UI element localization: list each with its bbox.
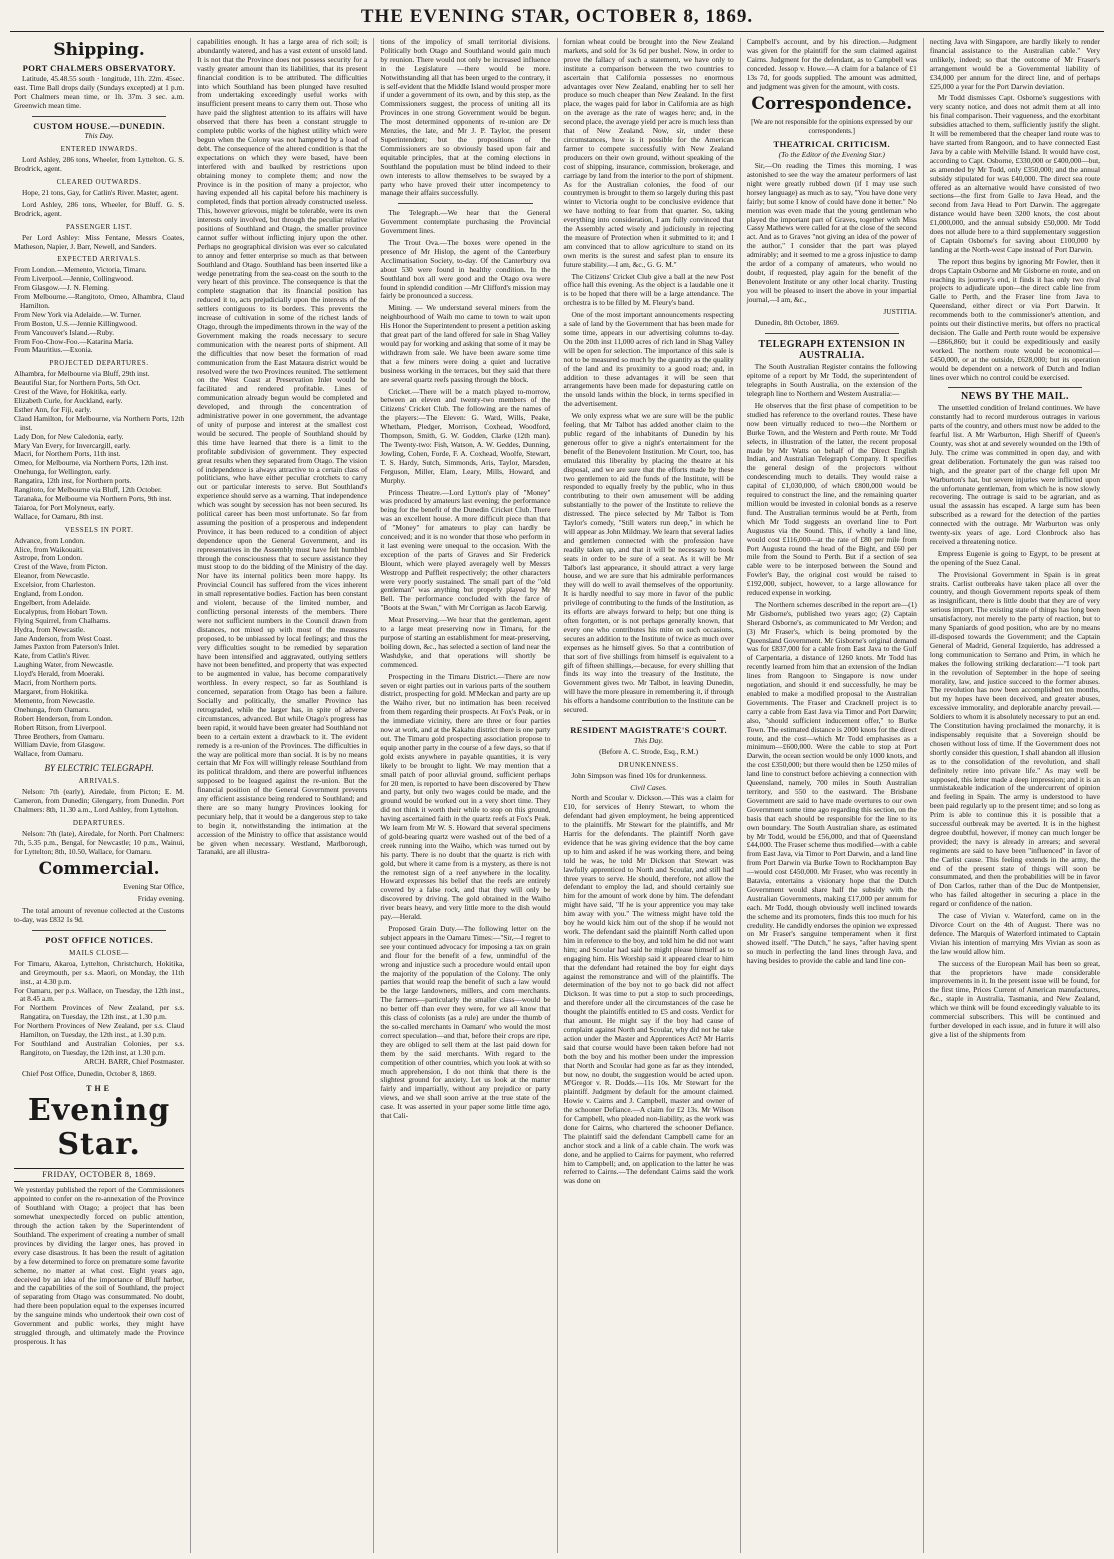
civil-cases-continued: Campbell's account, and by his direction.—Judgment was given for the plaintiff for the sum claimed against Cairns. Judgment for the defendant, as to Campbell was conceded. Jessop v. Howe.—A claim for a balance of £1 13s 7d, for goods supplied. The amount was admitted, and judgment was given for the amount, with costs. <box>746 38 917 91</box>
list-item: Macri, for Northern Ports, 11th inst. <box>14 449 121 459</box>
list-item: Claud Hamilton, for Melbourne, via Northern Ports, 12th inst. <box>14 413 185 432</box>
theatre-paragraph: Princess Theatre.—Lord Lytton's play of "Money" was produced by amateurs last evening; the performance being for the benefit of the Dunedin Cricket Club. There was an excellent house. A more difficult piece than that of "Money" for amateurs to play can hardly be conceived; and it is no wonder that those who perform in it last evening were unequal to the occasion. With the exception of the parts of Graves and Sir Frederick Blount, which were played averagely well by Messrs Westropp and Puffleit respectively; the other characters were very poorly sustained. The small part of the "old gentleman" was anything but properly played by Mr Bell. The performance concluded with the farce of "Boots at the Swan," with Mr Corrigan as Jacob Earwig. <box>380 487 551 613</box>
shipping-heading: Shipping. <box>53 40 145 60</box>
list-item: Robert Henderson, from London. <box>14 713 113 723</box>
theatrical-to-editor: (To the Editor of the Evening Star.) <box>778 150 885 160</box>
list-item: Wallace, for Oamaru, 8th inst. <box>14 511 104 521</box>
article-paragraph: The unsettled condition of Ireland continues. We have constantly had to record murderous outrages in various parts of the country, and others must now be added to the fearful list. A Mr Warburton, High Sheriff of Queen's County, was shot at and severely wounded on the 19th of July. The crime was committed in open day, and with great deliberation. Fortunately the gun was raised too high, and the greater part of the charge fell upon Mr Warburton's hat, but severe injuries were inflicted upon the unfortunate gentleman, from which he is now slowly recovering. The outrage is said to be agrarian, and as usual the assassin has escaped. A large sum has been subscribed as a reward for the detection of the parties connected with the outrage. Mr Warburton was only twenty-six years of age. Lord Clonbrock also has received a threatening notice. <box>929 403 1101 546</box>
list-item: From Boston, U.S.—Jennie Killingwood. <box>14 318 137 328</box>
cricket-paragraph: Cricket.—There will be a match played to-morrow, between an eleven and twenty-two members of the Citizens' Cricket Club. The following are the names of the players:—The Eleven: G. Ward, Wills, Peake, Whetham, Pledger, Morrison, Coxhead, Woodford, Thompson, Smith, G. W. Godden, Clarke (12th man). The Twenty-two: Fish, Watson, A. W. Geddes, Dunning, Jowling, Cohen, Forde, F. A. Coxhead, Woolfe, Stewart, T. S. Hardy, Sutch, Simmonds, Aris, Taylor, Marsden, Ferguson, Miller, Elam, Leary, Mills, Howard, and Murphy. <box>380 386 551 485</box>
entered-heading: ENTERED INWARDS. <box>60 145 138 154</box>
land-sale-paragraph: One of the most important announcements respecting a sale of land by the Government that has been made for some time, appears in our advertising columns to-day. On the 20th inst 11,000 acres of rich land in Shag Valley will be open for selection. The importance of this sale is not to be measured so much by the quantity as the quality of the land and its proximity to a good road; and, in addition to these advantages it will be seen that arrangements have been made for depasturing cattle on the unsold lands within the block, in terms specified in the advertisement. <box>563 310 734 409</box>
grain-duty-paragraph: Proposed Grain Duty.—The following letter on the subject appears in the Oamaru Times:—"Sir,—I regret to see your continued advocacy for imposing a tax on grain and flour for the benefit of a few, unmindful of the wrong and injustice such a procedure would entail upon the majority of the population of the Colony. The only parties that would reap the benefit of such a law would be the large landowners, millers, and corn merchants. The farmers—particularly the smaller class—would be no better off than ever they were, for we all know that this class of colonists (as a rule) are under the thumb of the so-called merchants in Oamaru' who would the most correct speculation—and that, before their crops are ripe, they are obliged to sell them at the last paid down for them by the said merchants. With regard to the competition of other countries, which you look at with so much apprehension, I do not think that there is the slightest ground for anxiety. Let us look at the matter fairly and impartially, without any prejudice or party views, and we shall soon arrive at the true state of the case. It was asserted in your paper some little time ago, that Cali- <box>380 924 551 1121</box>
commercial-day: Friday evening. <box>137 894 185 904</box>
list-item: Engelbert, from Adelaide. <box>14 597 91 607</box>
column-3 <box>374 38 557 1553</box>
telegraph-heading: BY ELECTRIC TELEGRAPH. <box>44 763 154 774</box>
osborne-paragraph: Mr Todd dismisses Capt. Osborne's suggestions with very scanty notice, and does not admit them at all into his final comparison. Their vagueness, and the exorbitant subsidies attached to them, sufficiently justify the slight. It will be remembered that the cheaper land route was to have started from Rangoon, and to have connected East Java by a cable with Melville Island. It would have cost, according to Capt. Osborne, £330,000 or £400,000—but, as amended by Mr Todd, only £350,000; and the annual subsidy stipulated for was £40,000. The direct sea route offered as an alternative would have consisted of two sections—the first from Galle to Java Head, and the second from Java Head to Port Darwin. The aggregate distance would have been 3200 knots, the cost about £1,000,000, and the annual subsidy £50,000. Mr Todd does not allude here to a third supplementary suggestion of Captain Osborne's for saving about £100,000 by landing at the North-west Cape instead of Port Darwin. <box>929 93 1101 254</box>
custom-house-heading: CUSTOM HOUSE.—DUNEDIN. <box>33 120 165 131</box>
list-item: For Oamaru, per p.s. Wallace, on Tuesday, the 12th inst., at 8.45 a.m. <box>14 985 185 1004</box>
paper-dateline: FRIDAY, OCTOBER 8, 1869. <box>14 1168 184 1183</box>
cleared-item: Hope, 21 tons, Gay, for Catlin's River. Master, agent. <box>22 187 179 197</box>
list-item: From Mauritius.—Exonia. <box>14 345 93 355</box>
meat-preserving-paragraph: Meat Preserving.—We hear that the gentleman, agent to a large meat preserving now in Timaru, for the purpose of starting an establishment for meat-preserving, boiling down, &c., has selected a section of land near the Washdyke, and that operations will shortly be commenced. <box>380 615 551 669</box>
list-item: Wallace, from Oamaru. <box>14 749 84 759</box>
list-item: Eleanor, from Newcastle. <box>14 571 90 581</box>
projected-heading: PROJECTED DEPARTURES. <box>49 359 149 368</box>
list-item: From Glasgow.—J. N. Fleming. <box>14 283 109 293</box>
leader-article: We yesterday published the report of the Commissioners appointed to confer on the re-annexation of the Province of Southland with Otago; a project that has been somewhat unexpectedly forced on public attention, through the action taken by the Superintendent of Southland. The experiment of creating a number of small provinces by dividing the larger ones, has proved in every case disastrous. It has been the result of agitation by a few determined to force on premature some favorite scheme, no matter at what cost. Eight years ago, deceived by an idea of the importance of Bluff harbor, and the capabilities of the soil of Southland, the project of separating from Otago was consummated. No doubt, had there been population equal to the expenses incurred by the sanguine minds who undertook their own cost of Government and public works, they might have struggled through, and ultimately made the Province prosperous. It has <box>14 1185 185 1346</box>
telegraph-extension-continued: necting Java with Singapore, are hardly likely to render financial assistance to the Australian cable." Very unlikely, indeed; so that the outcome of Mr Fraser's arrangement would be a Governmental liability of £34,000 per annum for the direct line, and of perhaps £25,000 a year for the Port Darwin deviation. <box>929 38 1101 91</box>
list-item: Margaret, from Hokitika. <box>14 687 89 696</box>
paper-title-block <box>14 1085 184 1162</box>
expected-list <box>14 266 184 355</box>
court-heading: RESIDENT MAGISTRATE'S COURT. <box>570 724 727 735</box>
trout-ova-paragraph: The Trout Ova.—The boxes were opened in the presence of Mr Hislop, the agent of the Canterbury Acclimatisation Society, to-day. Of the Canterbury ova about 530 were found in healthy condition. In the Southland box all were good and the Otago ova were found in splendid condition —Mr Clifford's mission may fairly be pronounced a success. <box>380 238 551 301</box>
list-item: From Liverpool.—Jennie, Collingwood. <box>14 274 134 284</box>
prospecting-paragraph: Prospecting in the Timaru District.—There are now seven or eight parties out in various parts of the southern district, prospecting for gold. M'Meckan and party are up the Waiho river, but no intimation has been received from them regarding their prospects. At Fox's Peak, or in the immediate vicinity, there are three or four parties now at work, and at the Kakahu district there is one party out. The Timaru gold prospecting association propose to equip another party in the course of a few days, so that if gold exists anywhere in payable quantities, it is very likely to be brought to light. We may mention that a small patch of poor alluvial ground, sufficient perhaps for 20 men, is reported to have been discovered by Thew and party, but only two wages could be made, and the ground would be worked out in a very short time. They did not think it worth their while to stop on this ground, having ascertained faith in the quartz reefs at Fox's Peak. We learn from Mr W. S. Howard that several specimens of gold-bearing quartz were washed out of the bed of a creek running into the Waiho, which was turned out by his party. There is no doubt that the quartz is rich with gold, but where it came from is a mystery, as there is not the remotest sign of a reef anywhere in the locality. Howard expresses his belief that the reefs are entirely covered by a false rock, and that they will only be discovered by driving. The gold obtained in the Waiho river bears heavy, and very little more to the dish would pay.—Herald. <box>380 671 551 922</box>
list-item: For Timaru, Akaroa, Lyttelton, Christchurch, Hokitika, and Greymouth, per s.s. Maori, on Monday, the 11th inst., at 4.30 p.m. <box>14 958 185 986</box>
passenger-text: Per Lord Ashley: Miss Fentane, Messrs Coates, Matheson, Napier, J. Barr, Newell, and Sanders. <box>14 232 185 251</box>
departures-heading: DEPARTURES. <box>72 818 126 827</box>
news-by-mail-heading: NEWS BY THE MAIL. <box>960 391 1069 403</box>
column-5 <box>741 38 924 1553</box>
list-item: Flying Squirrel, from Chalhams. <box>14 615 111 625</box>
list-item: Macri, from Northern ports. <box>14 678 97 688</box>
theatrical-signature: JUSTITIA. <box>883 306 917 316</box>
arrivals-heading: ARRIVALS. <box>78 777 120 786</box>
post-office-heading: POST OFFICE NOTICES. <box>45 935 154 946</box>
departures-text: Nelson: 7th (late), Airedale, for North. Port Chalmers: 7th, 5.35 p.m., Bengal, for Newcastle; 10 p.m., Wainui, for Lyttelton; 8th, 10.50, Wallace, for Oamaru. <box>14 828 185 856</box>
masthead: THE EVENING STAR, OCTOBER 8, 1869. <box>10 6 1104 32</box>
list-item: Beautiful Star, for Northern Ports, 5th Oct. <box>14 378 141 388</box>
list-item: Crest of the Wave, for Hokitika, early. <box>14 387 127 397</box>
list-item: Rangitoto, for Melbourne via Bluff, 12th October. <box>14 485 162 495</box>
list-item: Alhambra, for Melbourne via Bluff, 29th inst. <box>14 369 150 379</box>
list-item: For Northern Provinces of New Zealand, per s.s. Claud Hamilton, on Tuesday, the 12th inst., at 1.30 p.m. <box>14 1021 185 1040</box>
column-4 <box>558 38 741 1553</box>
list-item: Hydra, from Newcastle. <box>14 624 86 634</box>
leader-continued: capabilities enough. It has a large area of rich soil; is abundantly watered, and has a vast extent of unsold land. It is not that the Province does not possess security for a vastly greater amount than its liabilities, that its present financial condition is to be attributed. The difficulties into which Southland has been plunged have resulted from undertaking exceedingly useful works with insufficient present means to carry them out. Those who have paid the slightest attention to its affairs will have observed that there has been a constant struggle to complete public works of the highest utility which were begun when the Colony was not hampered by a load of debt. The consequence of the altered condition is that the expectations on which they were based, have been interfered with and baulked by restrictions upon obtaining money to complete them; and now the Province is in the position of many a projector, who having expended all his capital before his machinery is completed, finds that portion already constructed useless. This, however grievous, might be tolerable, were its own interests only involved, but through the peculiar relative positions of Southland and Otago, the smaller province cannot suffer without inflicting injury upon the other. Perhaps no geographical division was ever so calculated to annoy and fetter enterprise so much as that between Southland and Otago. Southland has been inserted like a wedge penetrating from the sea-coast on the south to the very heart of this province. The consequence is that the complete stagnation that its financial position has reduced it to, acts prejudicially upon the interests of the settlers contiguous to its borders. This prevents the increase of cultivation in some of the richest lands of Otago, through the impediments thrown in the way of the Government making the roads necessary to secure communication with the nearest ports of shipment. All the difficulties that now beset the formation of road communication from the East Mataura district would be resolved were the two Provinces reunited. The settlement on the West Coast at Preservation Inlet would be facilitated and rendered profitable. Lines of communication already begun would be completed and developed, and through the concentration of administrative power in one government, the advantage of unity of purpose and interest at the smallest cost would be secured. The people of Southland should by this time have learned that there is a limit to the profitable subdivision of government. They expected great results when they separated from Otago. The vision of independence is always attractive to a certain class of politicians, who have either peculiar crotchets to carry out or particular interests to serve. But Southland's experience should serve as a warning. That independence which was sought by secession has not been secured. Its political career has been most unfortunate. So far from assuming the position of a prosperous and independent Province, it has been reduced to a condition of abject dependence upon the General Government, and its representatives in the Assembly must have felt humbled through the consciousness that to secure assistance they must stoop to do the bidding of the Ministry of the day. Nor have its internal politics been more happy. Its Provincial Council has suffered from the vices inherent in small representative bodies. Faction has been constant and violent, because of the limited number, and conflicting personal interests of the members. There were not sufficient numbers in the Council drawn from distances, not mixed up with most of the measures proposed, to be unbiassed by local feelings; and thus the very difficulties sought to be remedied by separation have been intensified and aggravated, outlying settlers have not been benefitted, and property that was expected to be augmented in value, has become comparatively worthless. In every respect, so far as Southland is concerned, separation from Otago has been a failure. Socially and politically, the smaller Province has retrograded, while the larger has, in spite of adverse circumstances, advanced. But while Otago's progress has been rapid, it would have been greater had Southland not been to a certain extent a drawback to it. The evident remedy is a re-union of the Provinces. The difficulties in the way are political more than social. It is by no means certain that Mr Fox will willingly release Southland from its political thraldom, and there are powerful influences supposed to be leagued against the re-union. But the financial position of the General Government prevents any efficient assistance being rendered to Southland; and there are so many hungry Provinces looking for pecuniary help, that it would be a dangerous step to take to begin it, notwithstanding the intimation at the accession of the Ministry to office that assistance would be given when necessary. Westland, Marlborough, Taranaki, are all illustra- <box>197 38 368 857</box>
civil-cases-heading: Civil Cases. <box>630 782 667 792</box>
vessels-list <box>14 537 184 760</box>
commercial-heading: Commercial. <box>38 859 160 880</box>
article-paragraph: He observes that the first phase of competition to be studied has reference to the overland routes. These have now been virtually reduced to two—the Northern or Burke Town, and the Western and Perth route. Mr Todd selects, in illustration of the latter, the recent proposal made by Mr Watts on behalf of the Direct English Indian, and Australian Telegraph Company. It specifies the general design of the projectors without condescending much to details. They would raise a capital of £1,030,000, of which £800,000 would be required to construct the line, and the remaining quarter million would be invested in colonial bonds as a reserve fund. The Australian terminus would be at Perth, from which Mr Todd suggests an overland line to Port Augustus via the Sound. This, if wholly a land line, would cost £116,000—at the rate of £80 per mile from Port Augusta round the head of the Bight, and £60 per mile from the Sound to Perth. But if a section of sea cable were to be interposed between the Sound and Fowler's Bay, the original cost would be raised to £192,000, subject, however, to a large allowance for reduced expense in working. <box>746 401 917 598</box>
article-paragraph: The South Australian Register contains the following epitome of a report by Mr Todd, the superintendent of telegraphs in South Australia, on the extension of the telegraph line to Northern and Western Australia:— <box>746 362 917 399</box>
divider <box>765 333 899 334</box>
theatrical-heading: THEATRICAL CRITICISM. <box>773 139 891 150</box>
article-paragraph: The Provisional Government in Spain is in great straits. Carlist outbreaks have taken place all over the country, and though Government reports speak of them as insignificant, there is little doubt that they are of very serious import. The existing state of things has long been unsatisfactory, not merely to the party of reaction, but to many Spaniards of good position, who are by no means ill-disposed towards the Government; and the Captain General of Madrid, General Izquierdo, has addressed a long communication to Serrano and Prim, in which he makes the following striking declaration:—"I took part in the revolution of September in the hope of seeing morality, law, and justice succeed to the former abuses. The revolution has now been accomplished ten months, but my hopes have been deceived, and greater abuses, excessive immorality, and deplorable anarchy prevail.—Soldiers to whom it is absolutely necessary to put an end. The Constitution having proclaimed the monarchy, it is indispensably requisite that a Sovereign should be chosen without loss of time. If the Government does not shortly consider this question, I shall abandon all illusion as to the consolidation of the revolution, and shall definitely retire into private life." As may well be supposed, this letter made a deep impression; and it is an unmistakeable indication of the undercurrent of opinion and feeling in Spain. The army is understood to have been paid regularly up to the present time; and so long as Prim is able to continue this it is possible that a successful outbreak may be averted. It is in the highest degree doubtful, however, if money can much longer be provided; the navy is already in arrears; and several regiments are said to have been "influenced" in favor of the Carlist cause. This feeling extends in the army, the end of the present state of things will soon be consummated, and then the probabilities will be in favor of Don Carlos, rather than of the Duc de Montpensier, who has failed altogether in securing a place in the regard or confidence of the nation. <box>929 569 1101 909</box>
mails-list <box>14 960 184 1058</box>
article-paragraph: The Northern schemes described in the report are—(1) Mr Gisborne's, published two years ago; (2) Captain Sherard Osborne's, as communicated to Mr Verdon; and (3) Mr Fraser's, which is being promoted by the Queensland Government. Mr Gisborne's original demand was for £837,000 for a cable from East Java to the Gulf of Carpentaria, a distance of 1260 knots. Mr Todd has recently learned from him that an extension of the Indian lines from Rangoon to Singapore is now under negotiation, and should it end successfully, he may be enabled to make a modified proposal to the Australian Governments. The Fraser and Cracknell project is to carry a cable from East Java via Timor and Port Darwin; also, "should sufficient inducement offer," to Burke Town. The estimated distance is 2000 knots for the direct route, and the cost—which Mr Todd emphasises as a minimum—£600,000. Were the cable to stop at Port Darwin, the ocean section would be only 1000 knots, and the cost £350,000; but there would then be 1250 miles of land line to construct before achieving a connection with Queensland, namely, 700 miles in South Australian territory, and 550 to the eastward. The Brisbane Government are said to have made overtures to our own Government some time ago regarding this section, on the basis that each should be responsible for the line to its own boundary. The South Australian share, as estimated by Mr Todd, would be £56,000, and that of Queensland £44,000. The Fraser scheme thus modified—with a cable from East Java, via Timor to Port Darwin, and a land line from Port Darwin via Burke Town to Rockhampton Bay—would cost £450,000. Mr Fraser, who was recently in Batavia, entertains a visionary hope that the Dutch Government would share half the subsidy with the Australian Governments, making £17,000 per annum for each. Mr Todd, though obviously well inclined towards the scheme and its promoters, finds this too much for his credulity. He candidly endorses the opinion we expressed on Mr Fraser's sanguine temperament when it first showed itself. "The Dutch," he says, "after having spent so much in perfecting the land lines through Java, and having besides to provide the cable and land line con- <box>746 599 917 966</box>
civil-cases-text: North and Scoular v. Dickson.—This was a claim for £10, for services of Henry Stewart, to whom the defendant had given employment, he being apprenticed to the plaintiffs. Mr Stewart for the plaintiffs, and Mr Harris for the defendants. The plaintiff North gave evidence that he was giving evidence that the boy came up to him and asked if he was working there, and being told he was, he told Mr Dickson that Stewart was lawfully apprenticed to North and Scoular, and still had three years to serve. He should, therefore, not allow the defendant to employ the lad, and should certainly sue him for the amount of work done by him. The defendant might have said, "If he is your apprentice you may take him away with you." The witness might have told the boy he would kick him out of the shop if he would not work. The defendant said the plaintiff North called upon him in reference to the boy, and told him he did not want him; and Scoular had said he might please himself as to engaging him. His Worship said it appeared clear to him that the defendant had retained the boy for eight days against the remonstrance and will of the plaintiffs. The determination of the boy not to go back did not affect Dickson. It was time to put a stop to such proceedings, and therefore under all the circumstances of the case he thought the plaintiffs entitled to £5 and costs. Verdict for that amount. He might say if the boy had cause of complaint against North and Scoular, why did not he take action under the Master and Apprentices Act? Mr Harris said that course would have been taken before had not both the boy and his mother been under the impression that North and Scoular had gone as far as they intended, but now, no doubt, the suggestion would be acted upon. M'Gregor v. R. Dodds.—11s 10s. Mr Stewart for the plaintiff. Judgment by default for the amount claimed. Howie v. Cairns and J. Campbell, master and owner of the schooner Defiance.—A claim for £2 13s. Mr Wilson for Campbell, who pleaded non-liability, as the work was done for Cairns, who chartered the schooner Defiance. The plaintiff said the defendant Campbell came for an anchor stock and a link of a cable chain. The work was done, and he applied to Cairns for payment, who referred him to Campbell; and, on application to the latter he was referred to Cairns.—The defendant Cairns said the work was done on <box>563 793 734 1186</box>
commercial-office: Evening Star Office, <box>123 882 185 892</box>
list-item: Robert Ritson, from Liverpool. <box>14 722 107 732</box>
mails-close-heading: MAILS CLOSE— <box>69 948 130 957</box>
list-item: Memento, from Newcastle. <box>14 695 95 705</box>
cleared-heading: CLEARED OUTWARDS. <box>56 178 142 187</box>
benefit-paragraph: We only express what we are sure will be the public feeling, that Mr Talbot has added another claim to the public regard of the inhabitants of Dunedin by his generous offer to give a night's entertainment for the benefit of the Benevolent Institution. Mr Court, too, has emulated this liberality by placing the theatre at his disposal, and we are sure that the efforts made by these two gentlemen to aid the funds of the Institute, will be responded to equally freely by the public, who in thus contributing to their own amusement will be adding substantially to the power of the Institute to relieve the distressed. The piece selected by Mr Talbot is Tom Taylor's comedy, "Still waters run deep," in which he will appear as John Mildmay. We learn that several ladies and gentlemen connected with the profession have readily taken up, and that it will be necessary to book seats in order to be sure of a seat. As it will be Mr Talbot's last appearance, it should attract a very large house, and we are sure that his admirable performances they will do well to avail themselves of the opportunity. It is hardly needful to say more in favor of the public privilege of contributing to the funds of the Institution, as its efforts are always forward to help; but one thing is often forgotten, or is not perhaps generally known, that every one who contributes his mite on such occasions, secures an addition to the Institute of twice as much over expenses as he himself gives. So that a contribution of that sort of five shillings from himself is equivalent to a gift of fifteen shillings,—because, for every shilling that finds its way into the treasury of the Institute, the Government gives two. Mr Talbot, in leaving Dunedin, will have the more pleasure in remembering it, if through his efforts a handsome contribution to the Institute can be secured. <box>563 411 734 715</box>
list-item: William Davie, from Glasgow. <box>14 740 105 750</box>
leader-conclusion: tions of the impolicy of small territorial divisions. Politically both Otago and Southland would gain much by reunion. There would not only be increased influence in the Legislature —there would be more. Notwithstanding all that has been urged to the contrary, it is self-evident that the Middle Island would prosper more if under a government of its own, and by this step, as the Commissioners suggest, the process of uniting all its Provinces in one strong Government would be begun. The most determined opponents of re-union are Dr Menzies, the late, and Mr J. P. Taylor, the present Superintendent; but the propositions of the Commissioners are so obviously based upon fair and equitable principles, that at the coming elections in Southland the population must be blind indeed to their own interests to allow themselves to be swayed by a party who have proved their utter incompetency to manage their affairs successfully. <box>380 38 551 198</box>
list-item: From Melbourne.—Rangitoto, Omeo, Alhambra, Claud Hamilton. <box>14 292 185 310</box>
list-item: Alice, from Waikouaiti. <box>14 544 84 554</box>
passenger-heading: PASSENGER LIST. <box>65 222 133 231</box>
divider <box>32 116 166 117</box>
vessels-heading: VESSELS IN PORT. <box>64 525 134 534</box>
list-item: Onehunga, for Wellington, early. <box>14 467 111 477</box>
paper-the: THE <box>86 1083 113 1093</box>
report-paragraph: The report thus begins by ignoring Mr Fowler, then it drops Captain Osborne and Mr Gisborne en route, and on reaching its journey's end, it finds it has only two rival projects to adjudicate upon—the direct cable line from Galle to Perth, and the Fraser line from Java to Queensland, either direct or via Port Darwin. It recommends both to the commissioner's attention, and points out their distinctive merits, but offers no practical decision. The Galle and Perth route would be expensive—£866,860; but it could be expeditiously and easily worked. The northern route would be economical—£450,000, or at the outside, £628,000; but its operation would be dependent on a network of Dutch and Indian lines over which no control could be exercised. <box>929 256 1101 382</box>
arrivals-text: Nelson: 7th (early), Airedale, from Picton; E. M. Cameron, from Dunedin; Glengarry, from Dunedin. Port Chalmers: 8th, 11.30 a.m., Lord Ashley, from Lyttelton. <box>14 787 185 814</box>
telegraph-extension-body <box>747 363 917 966</box>
list-item: Taiaroa, for Port Molyneux, early. <box>14 502 115 512</box>
article-paragraph: The success of the European Mail has been so great, that the proprietors have made considerable improvements in it. In the present issue will be found, for the first time, Prices Current of American manufactures, &c., staple in Australia, Tasmania, and New Zealand, which we think will be found exceedingly valuable to its commercial subscribers. This will be continued and further developed in each issue, and in future it will also give a list of the shipments from <box>929 958 1101 1039</box>
drunkenness-text: John Simpson was fined 10s for drunkenness. <box>571 770 707 780</box>
list-item: Three Brothers, from Oamaru. <box>14 731 105 741</box>
mining-paragraph: Mining. — We understand several miners from the neighbourhood of Waih mo came to town to wait upon His Honor the Superintendent to present a petition asking that great part of the land offered for sale in Shag Valley would pay for working and asking that some of it may be withdrawn from sale. We have been aware some time that a few miners were doing a quiet and lucrative business working in the terraces, but they said that there are several quartz reefs passing through the block. <box>380 303 551 384</box>
court-before: (Before A. C. Strode, Esq., R.M.) <box>599 746 699 756</box>
theatrical-date: Dunedin, 8th October, 1869. <box>754 318 839 328</box>
list-item: For Northern Provinces of New Zealand, per s.s. Rangatira, on Tuesday, the 12th inst., at 1.30 p.m. <box>14 1003 185 1022</box>
citizens-cricket-paragraph: The Citizens' Cricket Club give a ball at the new Post office hall this evening. As the object is a laudable one it is to be hoped that there will be a large attendance. The orchestra is to be filled by M. Fleury's band. <box>563 271 734 308</box>
list-item: Lady Don, for New Caledonia, early. <box>14 431 124 441</box>
commercial-text: The total amount of revenue collected at the Customs to-day, was £832 1s 9d. <box>14 906 185 925</box>
list-item: Taranaka, for Melbourne via Northern Ports, 9th inst. <box>14 493 172 503</box>
telegraph-paragraph: The Telegraph.—We hear that the General Government contemplate purchasing the Provincial Government lines. <box>380 208 551 236</box>
divider <box>948 387 1082 388</box>
postmaster-signature: ARCH. BARR, Chief Postmaster. <box>83 1056 185 1066</box>
telegraph-extension-heading: TELEGRAPH EXTENSION IN AUSTRALIA. <box>758 339 906 362</box>
observatory-text: Latitude, 45.48.55 south · longitude, 11h. 22m. 45sec. east. Time Ball drops daily (Sundays excepted) at 1 p.m. Port Chalmers mean time, or 1h. 37m. 3 sec. a.m. Greenwich mean time. <box>14 73 185 110</box>
paper-title: Evening Star. <box>27 1092 171 1162</box>
list-item: From Foo-Chow-Foo.—Katarina Maria. <box>14 336 134 346</box>
list-item: Advance, from London. <box>14 535 86 545</box>
theatrical-letter: Sir,—On reading the Times this morning, I was astonished to see the way the amateur performers of last night were greatly rubbed down (if I may use such horsey language) as much as to say, "You have done very fairly; but some I know of could have done it better." No mention was even made that the young gentleman who played the important part of Graves, together with Miss Cassy Mathews were called for at the close of the second act. And as to Graves "not giving an idea of the power of the author," I consider that the part was played admirably; and it seemed to me a gross injustice to damp the ardor of a company of amateurs, who would no doubt, if requested, play again for the benefit of the Benevolent Institute or any other local charity. Trusting you will be pleased to insert the above in your impartial journal,—I am, &c., <box>746 161 917 304</box>
column-1 <box>8 38 191 1553</box>
list-item: Mary Van Every, for Invercargill, early. <box>14 440 131 450</box>
column-6 <box>924 38 1106 1553</box>
list-item: Omeo, for Melbourne, via Northern Ports, 12th inst. <box>14 458 169 468</box>
correspondence-note: [We are not responsible for the opinions expressed by our correspondents.] <box>751 118 913 136</box>
list-item: Laughing Water, from Newcastle. <box>14 660 114 670</box>
list-item: Astrope, from London. <box>14 553 83 563</box>
article-paragraph: The case of Vivian v. Waterford, came on in the Divorce Court on the 4th of August. There was no defence. The Marquis of Waterford intimated to Captain Vivian his intention of marrying Mrs Vivian as soon as the law would allow him. <box>929 911 1101 956</box>
expected-heading: EXPECTED ARRIVALS. <box>57 255 141 264</box>
divider <box>582 720 716 721</box>
correspondence-heading: Correspondence. <box>751 94 913 115</box>
list-item: Elizabeth Curle, for Auckland, early. <box>14 396 123 405</box>
court-day: This Day. <box>634 735 664 745</box>
observatory-heading: PORT CHALMERS OBSERVATORY. <box>22 63 176 73</box>
list-item: From New York via Adelaide.—W. Turner. <box>14 309 142 319</box>
news-by-mail-body <box>930 404 1100 1039</box>
article-paragraph: Empress Eugenie is going to Egypt, to be present at the opening of the Suez Canal. <box>929 548 1101 567</box>
entered-text: Lord Ashley, 286 tons, Wheeler, from Lyttelton. G. S. Brodrick, agent. <box>14 155 185 174</box>
list-item: England, from London. <box>14 589 84 599</box>
post-office-place: Chief Post Office, Dunedin, October 8, 1869. <box>22 1068 157 1078</box>
drunkenness-heading: DRUNKENNESS. <box>618 760 679 769</box>
list-item: Rangatira, 12th inst, for Northern ports. <box>14 476 132 486</box>
list-item: Jane Anderson, from West Coast. <box>14 633 113 643</box>
list-item: From Vancouver's Island.—Ruby. <box>14 327 115 337</box>
cleared-item: Lord Ashley, 286 tons, Wheeler, for Bluff. G. S. Brodrick, agent. <box>14 199 185 218</box>
divider <box>398 203 532 204</box>
list-item: Lloyd's Herald, from Moeraki. <box>14 669 105 679</box>
list-item: From London.—Memento, Victoria, Timaru. <box>14 265 147 275</box>
list-item: James Paxton from Paterson's Inlet. <box>14 642 120 652</box>
this-day-label: This Day. <box>84 131 114 141</box>
grain-duty-continued: fornian wheat could be brought into the New Zealand markets, and sold for 3s 6d per bushel. Now, in order to prove the fallacy of such a statement, we have only to institute a comparison between the two countries to ascertain that California possesses no enormous advantages over New Zealand, enabling her to sell her produce so much cheaper than New Zealand. In the first place, the wages paid for labor in California are as high on the average as the rate of wages here; and, in the second place, the average yield per acre is much less than that of New Zealand. Now, sir, under these circumstances, how is it possible for the American farmer to compete successfully with New Zealand producers on their own ground, without speaking of the cost of shipping, insurance, commission, brokerage, and carriage by land from the interior to the port of shipment. As for the Australian colonies, the food of our countrymen is brought to them so largely during this past winter to Victoria ought to be conclusive evidence that we have nothing to fear from that quarter. So, taking everything into consideration, I am fully convinced that the Assembly acted wisely and judiciously in rejecting the measure of Protection when it submitted to it; and I am convinced that to allow agriculture to stand on its own merits is the surest and safest plan to ensure its future stability.—I am, &c., G. G. M." <box>563 38 734 269</box>
column-2 <box>191 38 374 1553</box>
list-item: Crest of the Wave, from Picton. <box>14 562 108 572</box>
list-item: For Southland and Australian Colonies, per s.s. Rangitoto, on Tuesday, the 12th inst, at 1.30 p.m. <box>14 1039 185 1057</box>
list-item: Kate, from Catlin's River. <box>14 651 90 661</box>
list-item: Eucalyptus, from Hobart Town. <box>14 606 108 616</box>
list-item: Esther Ann, for Fiji, early. <box>14 404 92 414</box>
columns <box>8 38 1106 1553</box>
list-item: Onehunga, from Oamaru. <box>14 704 90 714</box>
list-item: Excelsior, from Charleston. <box>14 580 96 590</box>
projected-list <box>14 370 184 521</box>
divider <box>32 930 166 931</box>
